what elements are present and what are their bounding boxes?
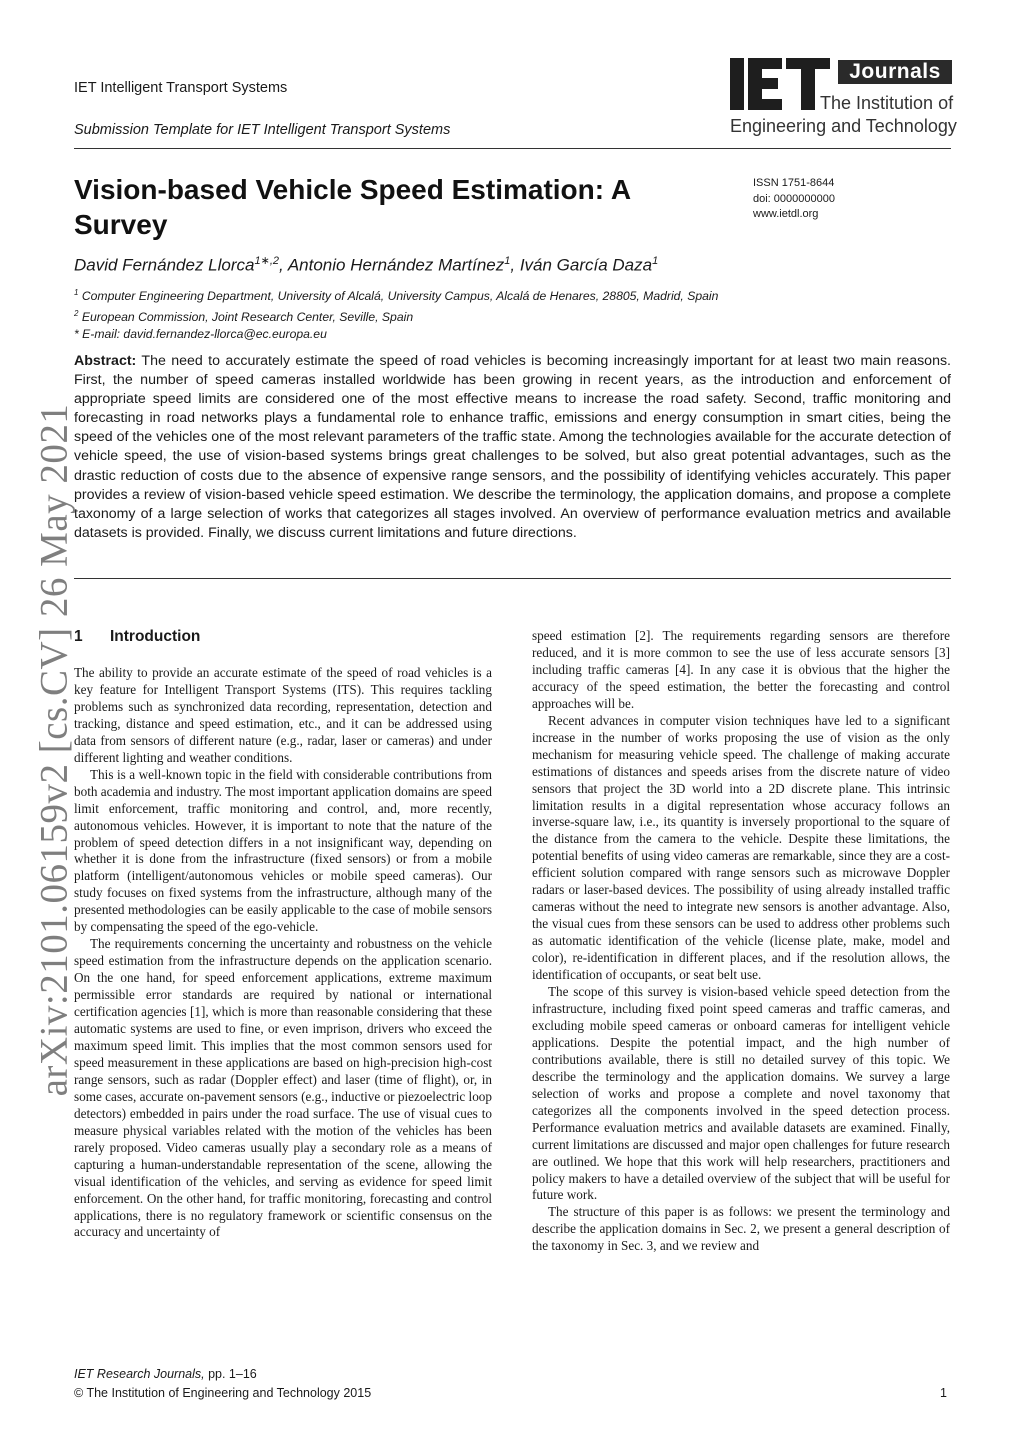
journals-label: Journals (838, 60, 952, 84)
author-list (74, 254, 658, 276)
footer-journal-name: IET Research Journals, (74, 1367, 205, 1381)
journal-name: IET Intelligent Transport Systems (74, 80, 288, 96)
body-column-right (532, 628, 950, 1255)
institution-line-1: The Institution of (820, 93, 954, 113)
paragraph: The ability to provide an accurate estimate of the speed of road vehicles is a key feature for Intelligent Transport Systems (ITS). This requires tackling problems such as synchronized data recording, representation, detection and tracking, distance and speed estimation, etc., and it can be addressed using data from sensors of different nature (e.g., radar, laser or cameras) and under different lighting and weather conditions. (74, 665, 492, 765)
affiliations (74, 284, 718, 343)
paragraph: This is a well-known topic in the field with considerable contributions from both academia and industry. The most important application domains are speed limit enforcement, traffic monitoring and control, and, more recently, autonomous vehicles. However, it is important to note that the nature of the problem of speed detection differs in a not insignificant way, depending on whether it is done from the infrastructure (fixed sensors) or from a mobile platform (intelligent/autonomous vehicles or mobile speed cameras). Our study focuses on fixed systems from the infrastructure, although many of the presented methodologies can be easily applicable to the case of mobile sensors by compensating the speed of the ego-vehicle. (74, 766, 492, 935)
paragraph: Recent advances in computer vision techniques have led to a significant increase in the number of works proposing the use of vision as the only mechanism for measuring vehicle speed. The challenge of making accurate estimations of distances and speeds arises from the discrete nature of video sensors that project the 3D world into a 2D discrete plane. This intrinsic limitation results in a digital representation whose accuracy follows an inverse-square law, i.e., its quantity is inversely proportional to the square of the distance from the camera to the vehicle. Despite these limitations, the potential benefits of using video cameras are remarkable, since they are a cost-efficient solution compared with range sensors such as microwave Doppler radars or laser-based devices. The possibility of using already installed traffic cameras without the need to integrate new sensors is another advantage. Also, the visual cues from these sensors can be used to address other problems such as automatic identification of the vehicle (license plate, make, model and color), re-identification in different places, and if the resolution allows, the identification of occupants, or seat belt use. (532, 712, 950, 983)
institution-line-2: Engineering and Technology (730, 116, 957, 136)
doi: doi: 0000000000 (753, 192, 835, 205)
iet-logo-mark (730, 58, 830, 110)
author-name: Antonio Hernández Martínez (287, 255, 505, 275)
author-separator: , (279, 255, 288, 275)
abstract-rule (74, 578, 951, 579)
iet-logo (730, 58, 957, 140)
paragraph: The requirements concerning the uncertainty and robustness on the vehicle speed estimation from the infrastructure depends on the application scenario. On the one hand, for speed enforcement applications, extreme maximum permissible error standards are required by national or international certification agencies [1], which is more than reasonable considering that these automatic systems are used to fine, or even imprison, drivers who exceed the maximum speed limit. This implies that the most common sensors used for speed measurement in these applications are based on high-precision high-cost range sensors, such as radar (Doppler effect) and laser (time of flight), or, in some cases, accurate on-pavement sensors (e.g., inductive or piezoelectric loop detectors) embedded in pairs under the road surface. The use of visual cues to measure physical variables related with the motion of the vehicles has been rarely proposed. Video cameras usually play a secondary role as a means of capturing a human-understandable representation of the scene, allowing the visual identification of the vehicles, and serving as evidence for speed limit enforcement. On the other hand, for traffic monitoring, forecasting and control applications, there is no regulatory framework or scientific consensus on the accuracy and uncertainty of (74, 936, 492, 1240)
abstract-text: The need to accurately estimate the speed of road vehicles is becoming increasingly important for at least two main reasons. First, the number of speed cameras installed worldwide has been growing in recent years, as the introduction and enforcement of appropriate speed limits are considered one of the most effective means to increase the road safety. Second, traffic monitoring and forecasting in road networks plays a fundamental role to enhance traffic, emissions and energy consumption in smart cities, being the speed of the vehicles one of the most relevant parameters of the traffic state. Among the technologies available for the accurate detection of vehicle speed, the use of vision-based systems brings great challenges to be solved, but also great potential advantages, such as the drastic reduction of costs due to the absence of expensive range sensors, and the possibility of identifying vehicles accurately. This paper provides a review of vision-based vehicle speed estimation. We describe the terminology, the application domains, and propose a complete taxonomy of a large selection of works that categorizes all stages involved. An overview of performance evaluation metrics and available datasets is provided. Finally, we discuss current limitations and future directions. (74, 353, 951, 541)
article-meta (753, 176, 835, 223)
paragraph: speed estimation [2]. The requirements regarding sensors are therefore reduced, and it is more common to see the use of less accurate sensors [3] including traffic cameras [4]. In any case it is obvious that the higher the accuracy of the speed estimation, the better the forecasting and control approaches will be. (532, 628, 950, 711)
affiliation (74, 284, 718, 305)
paragraph: The structure of this paper is as follows: we present the terminology and describe the application domains in Sec. 2, we present a general description of the taxonomy in Sec. 3, and we review and (532, 1204, 950, 1254)
page-number: 1 (940, 1386, 947, 1400)
affiliation-text: European Commission, Joint Research Center, Seville, Spain (78, 310, 414, 325)
author-affiliation-mark: 1∗,2 (254, 255, 279, 267)
abstract-label: Abstract: (74, 353, 137, 369)
abstract (74, 352, 951, 543)
paragraph: The scope of this survey is vision-based vehicle speed detection from the infrastructure, including fixed point speed cameras and traffic cameras, and excluding mobile speed cameras or onboard cameras for intelligent vehicle applications. Despite the potential impact, and the high number of contributions available, there is still no detailed survey of this topic. We describe the terminology and the application domains. We survey a large selection of works and propose a complete and novel taxonomy that categorizes all the components involved in the speed detection process. Performance evaluation metrics and available datasets are examined. Finally, current limitations are discussed and major open challenges for future research are outlined. We hope that this work will help researchers, practitioners and policy makers to have a detailed overview of the subject that will be useful for future work. (532, 984, 950, 1203)
author-separator: , (510, 255, 520, 275)
footer-copyright: © The Institution of Engineering and Technology 2015 (74, 1386, 372, 1400)
section-number: 1 (74, 628, 83, 645)
body-column-left (74, 665, 492, 1241)
arxiv-stamp: arXiv:2101.06159v2 [cs.CV] 26 May 2021 (32, 403, 76, 1097)
author-affiliation-mark: 1 (504, 255, 511, 267)
affiliation (74, 305, 718, 326)
affiliation-text: Computer Engineering Department, University of Alcalá, University Campus, Alcalá de Henares, 28805, Madrid, Spain (78, 289, 719, 304)
paper-title: Vision-based Vehicle Speed Estimation: A Survey (74, 174, 631, 240)
section-title: Introduction (110, 628, 201, 645)
issn: ISSN 1751-8644 (753, 177, 835, 189)
template-subtitle: Submission Template for IET Intelligent Transport Systems (74, 122, 451, 138)
footer-pages: pp. 1–16 (204, 1367, 257, 1381)
affiliation-mark: 2 (74, 309, 79, 319)
corresponding-email[interactable]: * E-mail: david.fernandez-llorca@ec.europa.eu (74, 327, 327, 342)
journal-url[interactable]: www.ietdl.org (753, 208, 819, 220)
author-name: David Fernández Llorca (74, 255, 255, 275)
footer-journal (74, 1367, 257, 1381)
section-heading (74, 628, 200, 646)
affiliation-mark: 1 (74, 288, 79, 297)
author-affiliation-mark: 1 (652, 255, 659, 267)
author-name: Iván García Daza (519, 255, 653, 275)
header-rule (74, 148, 951, 149)
